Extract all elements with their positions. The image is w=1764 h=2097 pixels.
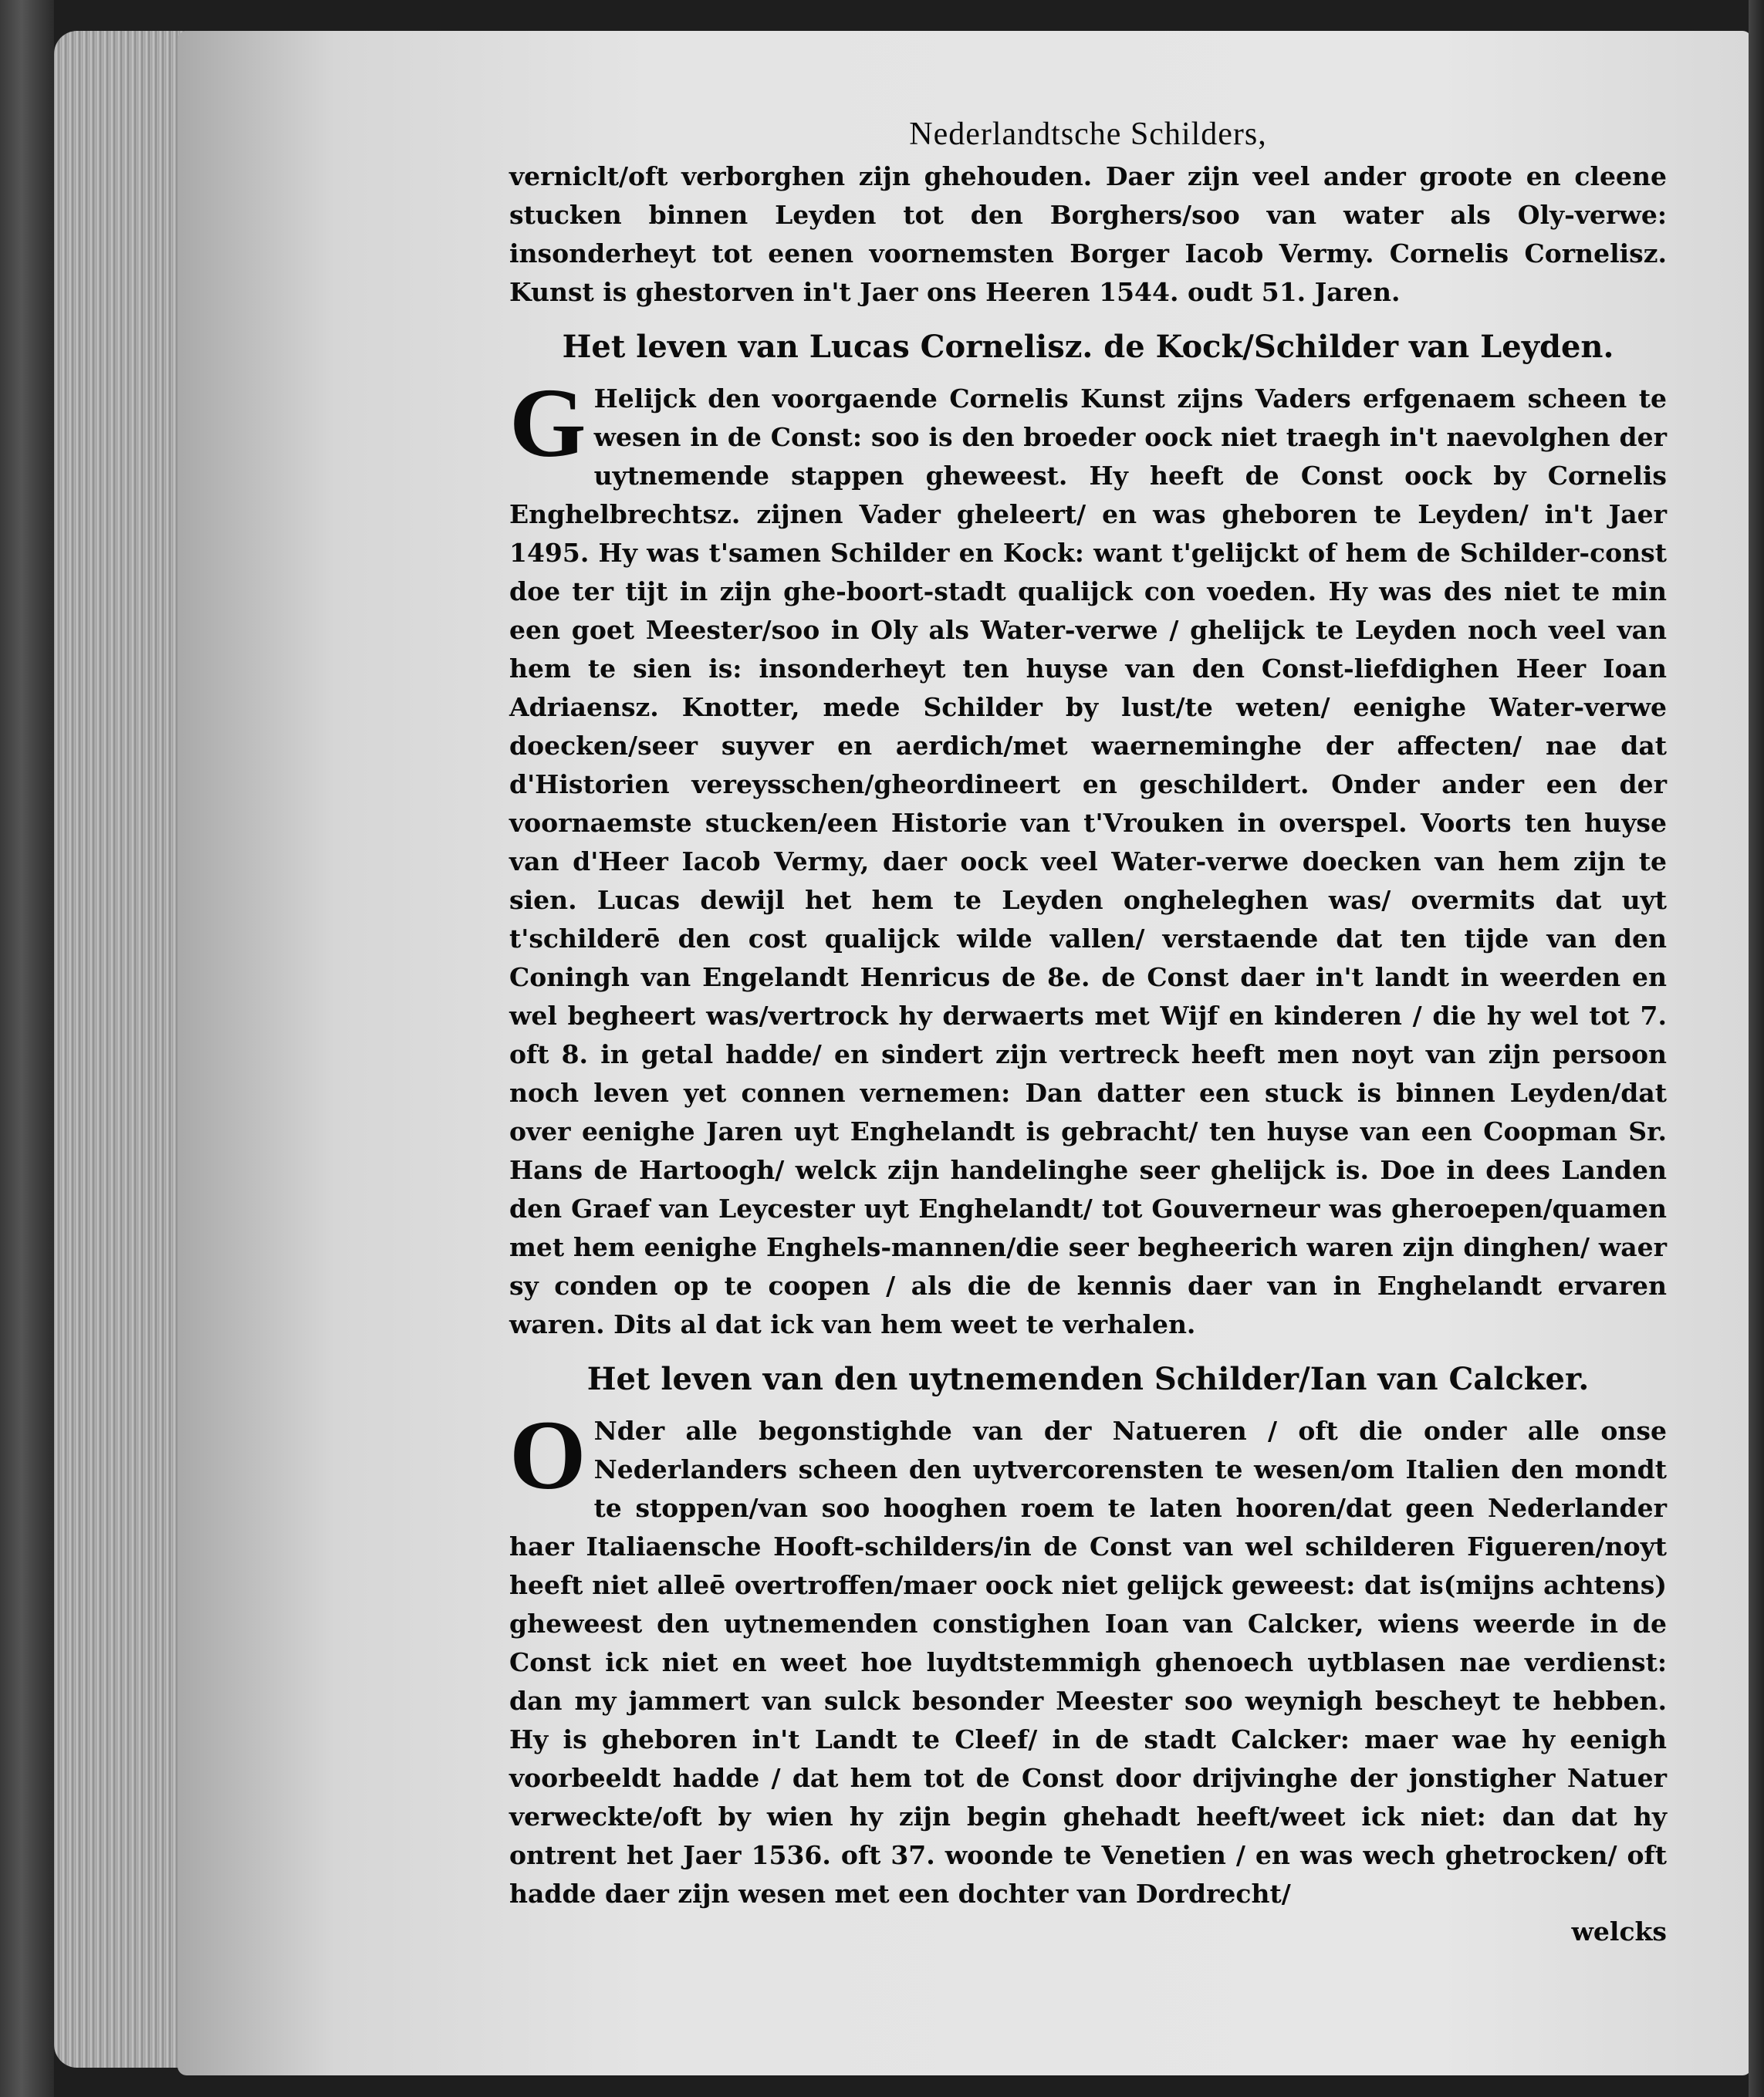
intro-paragraph: verniclt/oft verborghen zijn ghehouden. Daer zijn veel ander groote en cleene stucken binnen Leyden tot den Borghers/soo van water als Oly-verwe: insonderheyt tot eenen voornemsten Borger Iacob Vermy. Cornelis Cornelisz. Kunst is ghestorven in't Jaer ons Heeren 1544. oudt 51. Jaren.	[509, 161, 1667, 307]
facing-page-edge	[1749, 0, 1764, 2097]
page-text-block	[509, 116, 1667, 1947]
dropcap-g: G	[509, 368, 586, 478]
calcker-paragraph: Nder alle begonstighde van der Natueren / oft die onder alle onse Nederlanders scheen den uytvercorensten te wesen/om Italien den mondt te stoppen/van soo hooghen roem te laten hooren/dat geen Nederlander haer Italiaensche Hooft-schilders/in de Const van wel schilderen Figueren/noyt heeft niet alleē overtroffen/maer oock niet gelijck geweest: dat is(mijns achtens) gheweest den uytnemenden constighen Ioan van Calcker, wiens weerde in de Const ick niet en weet hoe luydtstemmigh ghenoech uytblasen nae verdienst: dan my jammert van sulck besonder Meester soo weynigh bescheyt te hebben. Hy is gheboren in't Landt te Cleef/ in de stadt Calcker: maer wae hy eenigh voorbeeldt hadde / dat hem tot de Const door drijvinghe der jonstigher Natuer verweckte/oft by wien hy zijn begin ghehadt heeft/weet ick niet: dan dat hy ontrent het Jaer 1536. oft 37. woonde te Venetien / en was wech ghetrocken/ oft hadde daer zijn wesen met een dochter van Dordrecht/	[509, 1416, 1667, 1909]
catchword: welcks	[1571, 1916, 1667, 1947]
section-heading-lucas: Het leven van Lucas Cornelisz. de Kock/Schilder van Leyden.	[562, 329, 1614, 365]
calcker-section	[509, 1400, 1667, 1913]
section-heading-calcker: Het leven van den uytnemenden Schilder/Ian van Calcker.	[586, 1361, 1590, 1397]
lucas-paragraph: Helijck den voorgaende Cornelis Kunst zijns Vaders erfgenaem scheen te wesen in de Const: soo is den broeder oock niet traegh in't naevolghen der uytnemende stappen gheweest. Hy heeft de Const oock by Cornelis Enghelbrechtsz. zijnen Vader gheleert/ en was gheboren te Leyden/ in't Jaer 1495. Hy was t'samen Schilder en Kock: want t'gelijckt of hem de Schilder-const doe ter tijt in zijn ghe-boort-stadt qualijck con voeden. Hy was des niet te min een goet Meester/soo in Oly als Water-verwe / ghelijck te Leyden noch veel van hem te sien is: insonderheyt ten huyse van den Const-liefdighen Heer Ioan Adriaensz. Knotter, mede Schilder by lust/te weten/ eenighe Water-verwe doecken/seer suyver en aerdich/met waerneminghe der affecten/ nae dat d'Historien vereysschen/gheordineert en geschildert. Onder ander een der voornaemste stucken/een Historie van t'Vrouken in overspel. Voorts ten huyse van d'Heer Iacob Vermy, daer oock veel Water-verwe doecken van hem zijn te sien. Lucas dewijl het hem te Leyden ongheleghen was/ overmits dat uyt t'schilderē den cost qualijck wilde vallen/ verstaende dat ten tijde van den Coningh van Engelandt Henricus de 8e. de Const daer in't landt in weerden en wel begheert was/vertrock hy derwaerts met Wijf en kinderen / die hy wel tot 7. oft 8. in getal hadde/ en sindert zijn vertreck heeft men noyt van zijn persoon noch leven yet connen vernemen: Dan datter een stuck is binnen Leyden/dat over eenighe Jaren uyt Enghelandt is gebracht/ ten huyse van een Coopman Sr. Hans de Hartoogh/ welck zijn handelinghe seer ghelijck is. Doe in dees Landen den Graef van Leycester uyt Enghelandt/ tot Gouverneur was gheroepen/quamen met hem eenighe Enghels-mannen/die seer begheerich waren zijn dinghen/ waer sy conden op te coopen / als die de kennis daer van in Enghelandt ervaren waren. Dits al dat ick van hem weet te verhalen.	[509, 383, 1667, 1339]
book-spine	[0, 0, 54, 2097]
dropcap-o: O	[509, 1400, 586, 1510]
running-header: Nederlandtsche Schilders,	[909, 117, 1267, 152]
lucas-section	[509, 368, 1667, 1344]
